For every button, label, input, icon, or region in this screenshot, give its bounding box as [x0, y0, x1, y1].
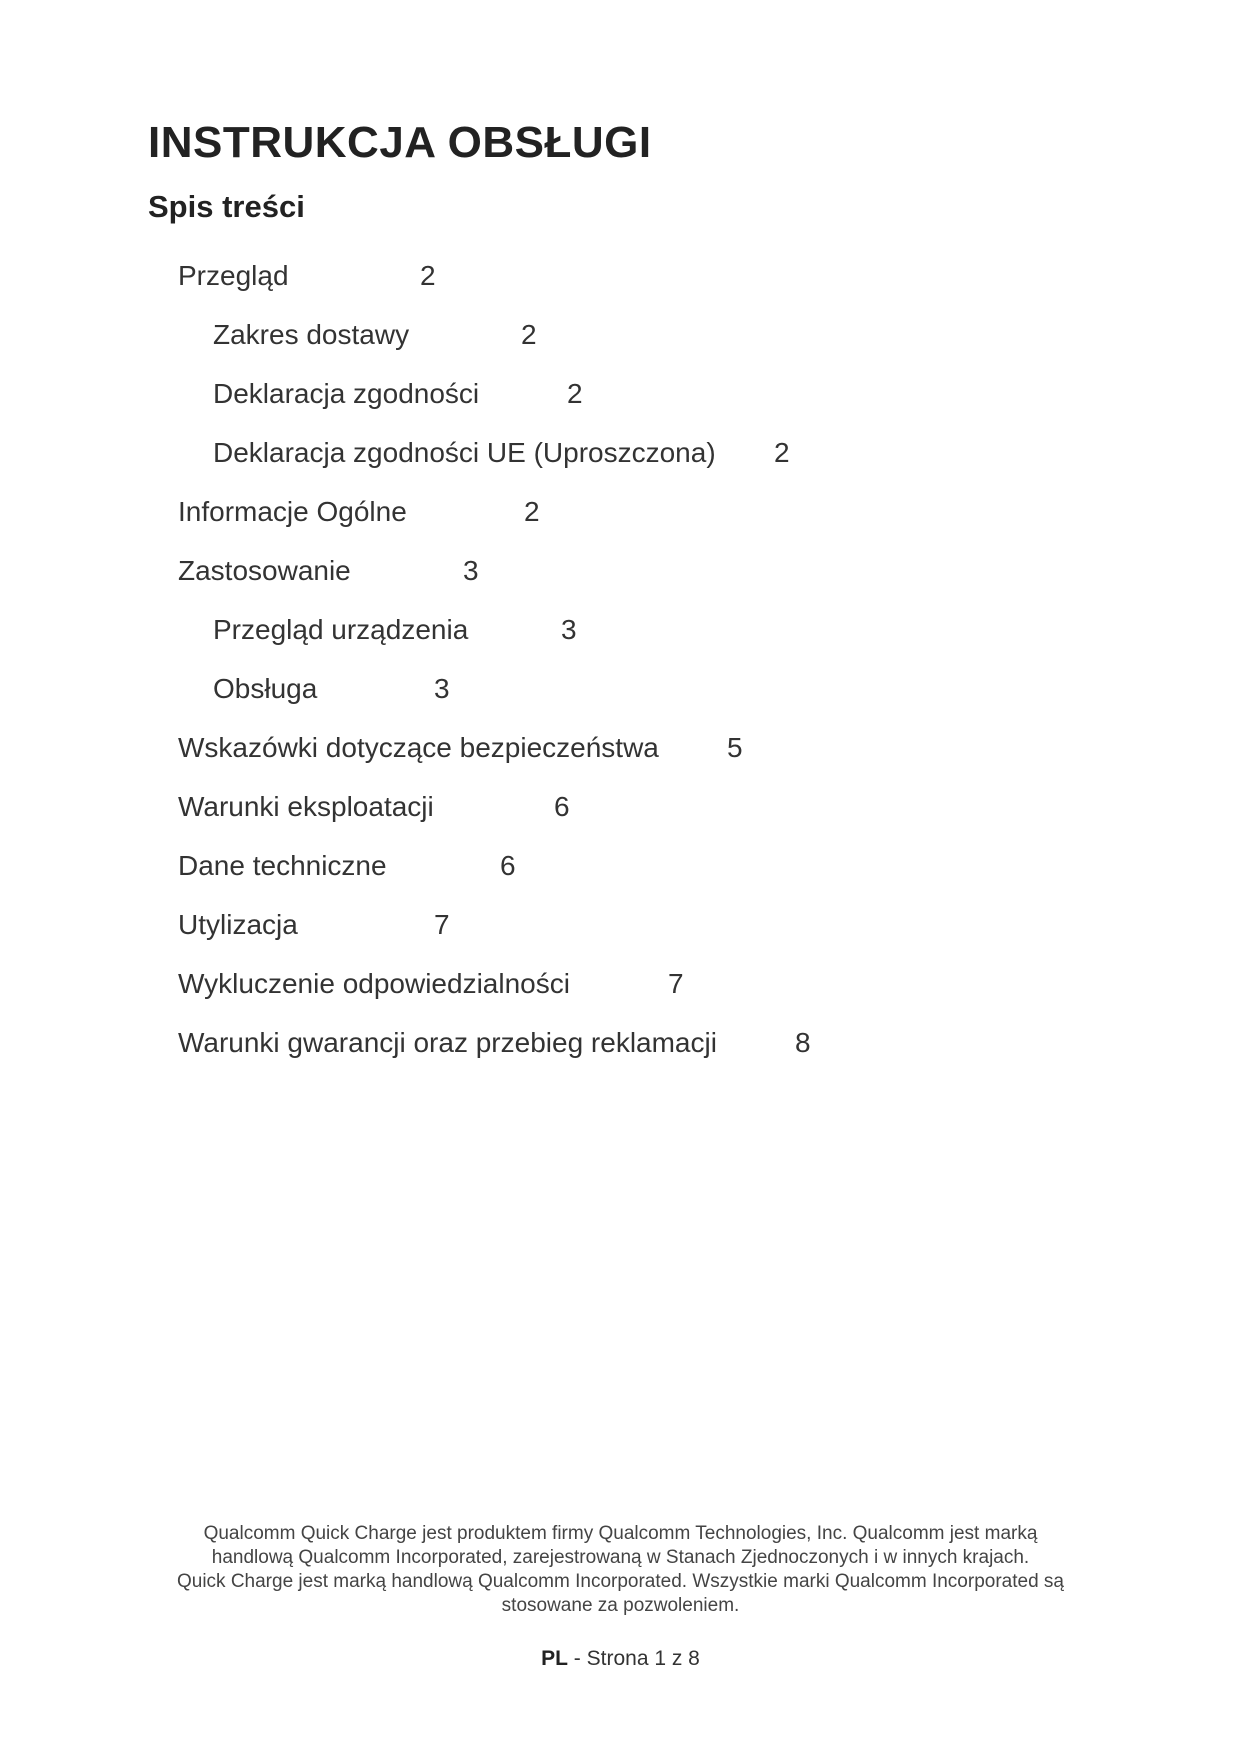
toc-entry-page: 2	[567, 378, 583, 409]
toc-entry-label: Warunki eksploatacji	[178, 791, 434, 822]
toc-entry-page: 8	[795, 1027, 811, 1058]
toc-entry-label: Zastosowanie	[178, 555, 351, 586]
toc-entry-page: 5	[727, 732, 743, 763]
toc-entry-page: 2	[521, 319, 537, 350]
language-code: PL	[541, 1647, 568, 1670]
page-number: - Strona 1 z 8	[567, 1647, 700, 1670]
trademark-line: handlową Qualcomm Incorporated, zarejestrowaną w Stanach Zjednoczonych i w innych krajach.	[211, 1547, 1030, 1568]
toc-entry-label: Przegląd urządzenia	[213, 614, 469, 645]
toc-entry-page: 2	[524, 496, 540, 527]
toc-entry-label: Informacje Ogólne	[178, 496, 407, 527]
toc-entry-page: 6	[554, 791, 570, 822]
trademark-line: Qualcomm Quick Charge jest produktem firmy Qualcomm Technologies, Inc. Qualcomm jest marką	[203, 1523, 1038, 1544]
toc-entry-label: Przegląd	[178, 260, 289, 291]
document-title: INSTRUKCJA OBSŁUGI	[148, 118, 652, 167]
toc-heading: Spis treści	[148, 189, 305, 224]
toc-entry-page: 7	[668, 968, 684, 999]
toc-entry-label: Utylizacja	[178, 909, 298, 940]
trademark-line: Quick Charge jest marką handlową Qualcomm Incorporated. Wszystkie marki Qualcomm Incorporated są	[176, 1571, 1064, 1592]
toc-entry-label: Deklaracja zgodności	[213, 378, 480, 409]
toc-entry-label: Wskazówki dotyczące bezpieczeństwa	[178, 732, 659, 763]
toc-entry-label: Wykluczenie odpowiedzialności	[178, 968, 570, 999]
toc-entry-page: 3	[561, 614, 577, 645]
toc-entry-page: 7	[434, 909, 450, 940]
toc-entry-label: Dane techniczne	[178, 850, 387, 881]
toc-entry-page: 2	[420, 260, 436, 291]
trademark-line: stosowane za pozwoleniem.	[501, 1595, 740, 1616]
toc-entry-label: Zakres dostawy	[213, 319, 410, 350]
toc-entry-page: 2	[774, 437, 790, 468]
trademark-notice	[120, 1522, 1121, 1618]
toc-entry-label: Warunki gwarancji oraz przebieg reklamacji	[178, 1027, 717, 1058]
toc-entry-page: 3	[434, 673, 450, 704]
toc-entry-page: 3	[463, 555, 479, 586]
toc-entry-page: 6	[500, 850, 516, 881]
toc-entry-label: Obsługa	[213, 673, 318, 704]
toc-entry-label: Deklaracja zgodności UE (Uproszczona)	[213, 437, 716, 468]
page-footer	[0, 1647, 1241, 1671]
